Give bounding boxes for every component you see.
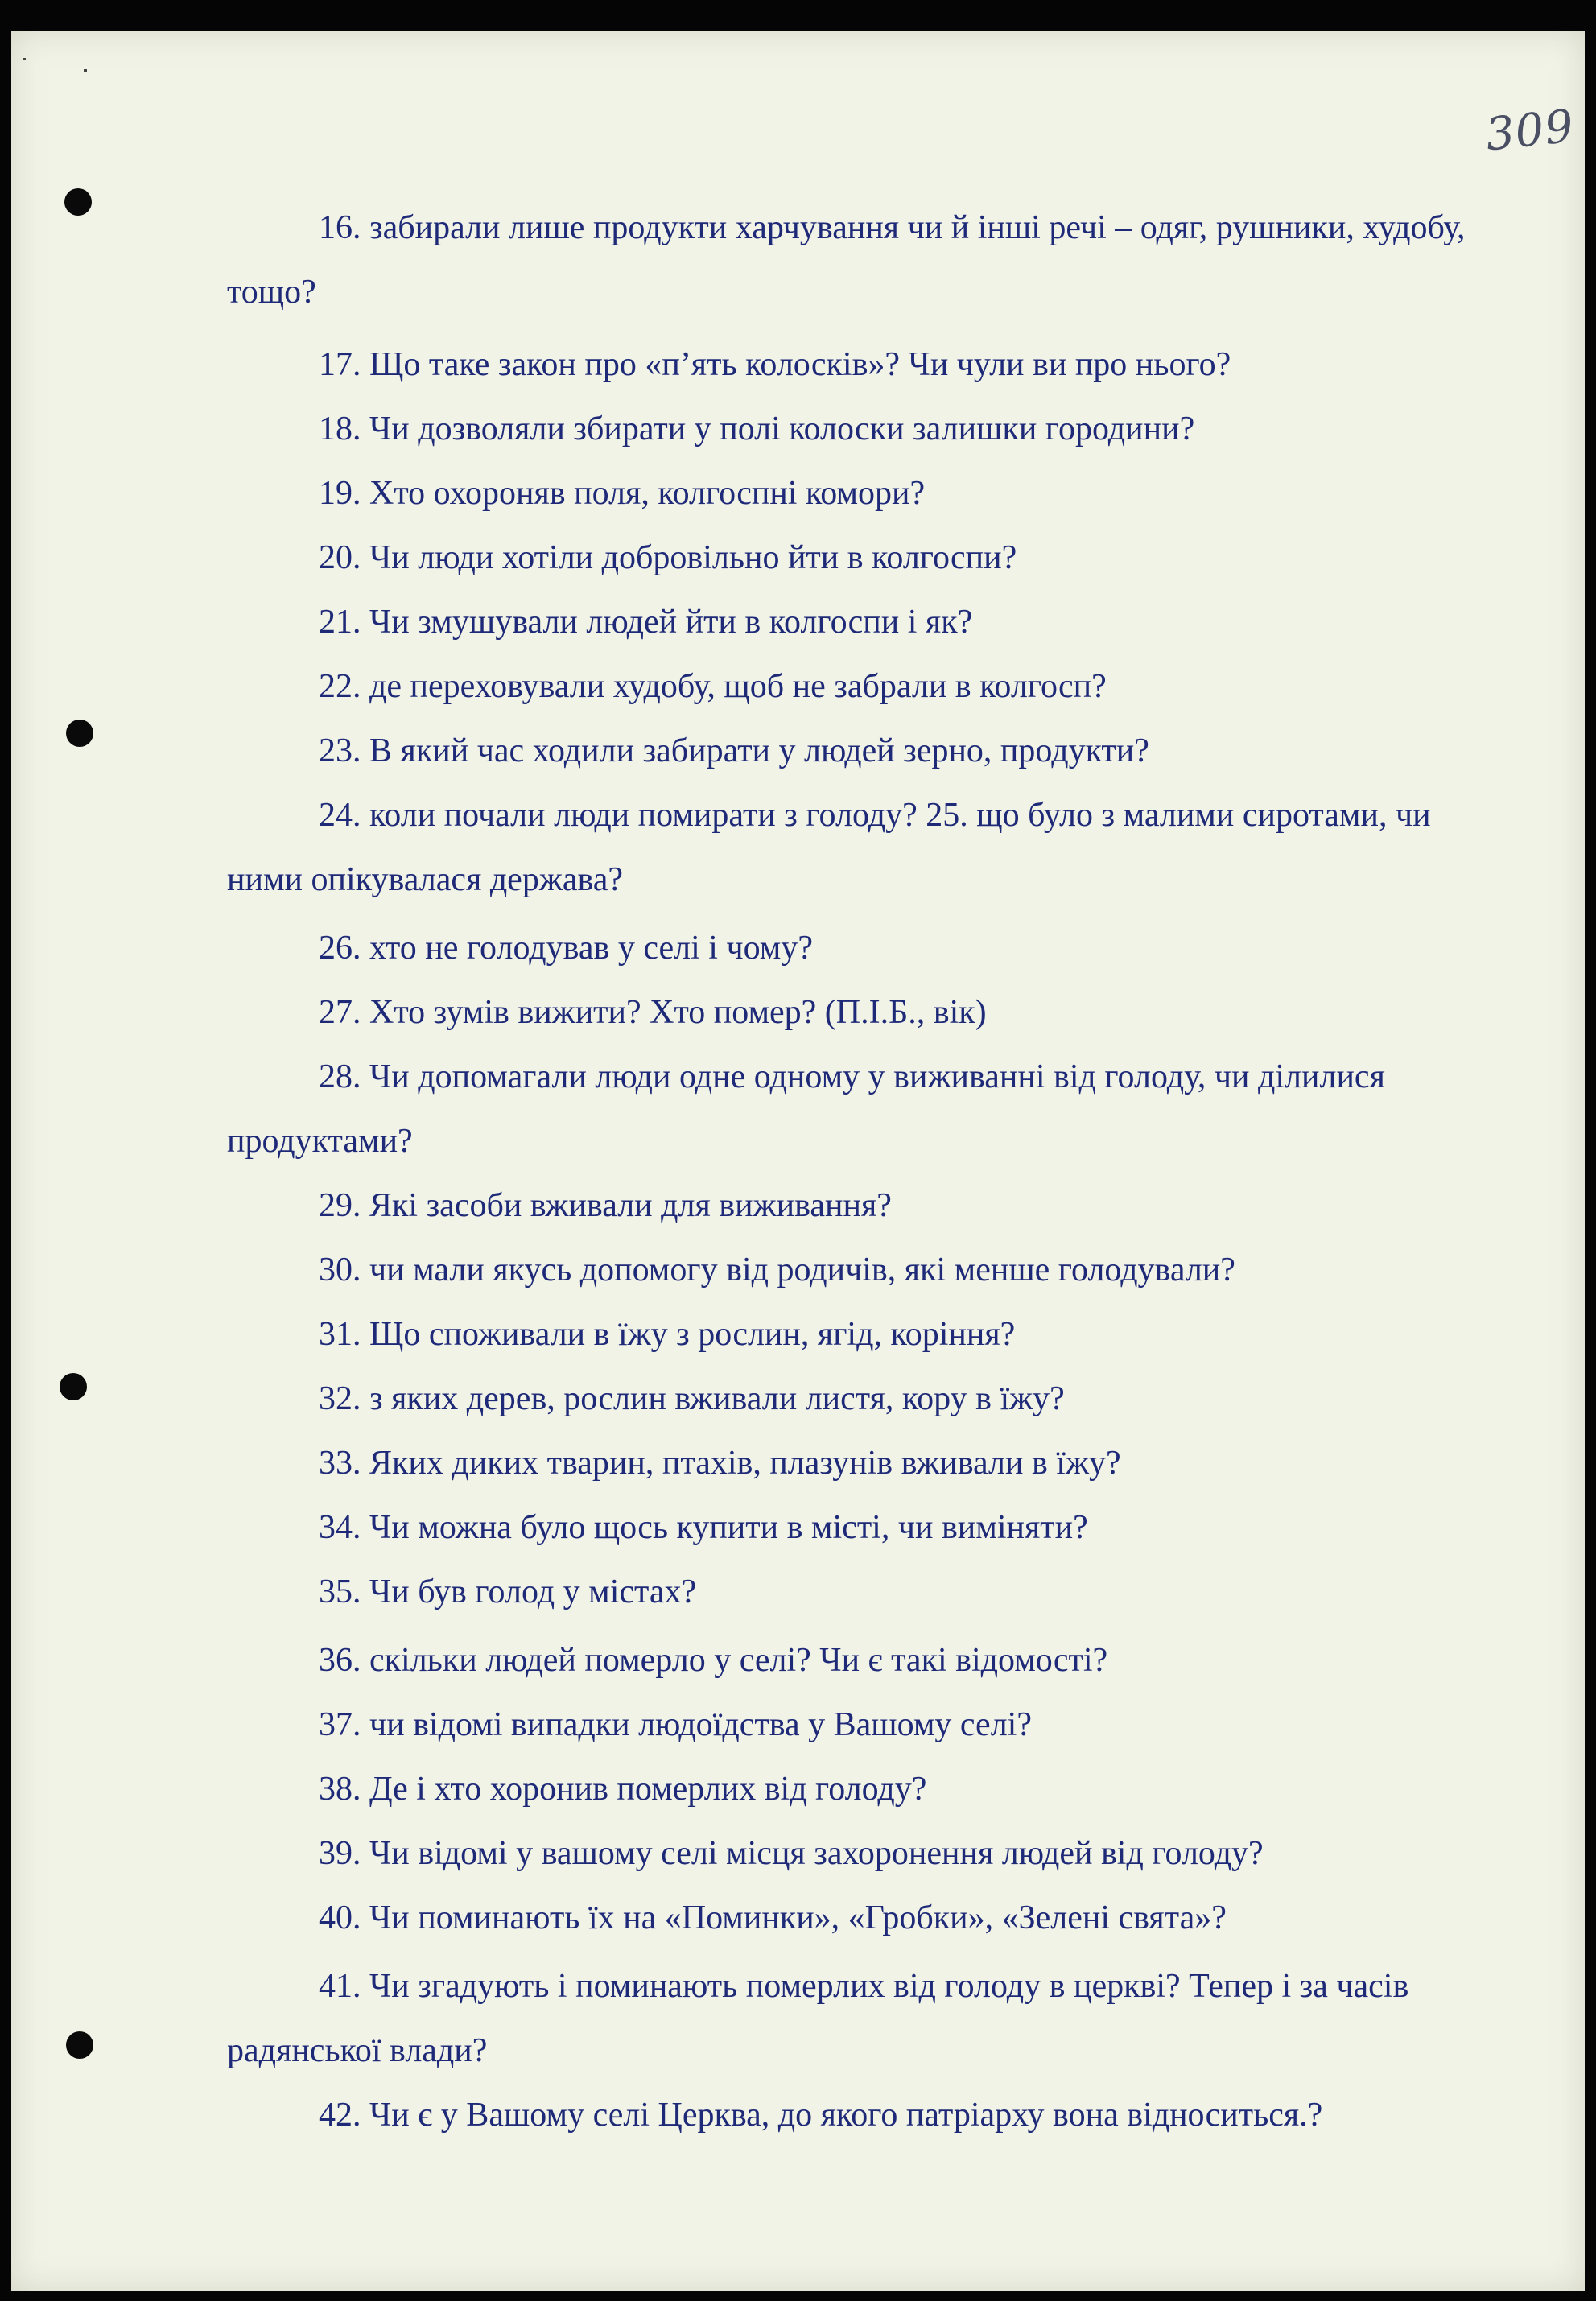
question-29: 29. Які засоби вживали для виживання? [319,1187,892,1224]
question-27: 27. Хто зумів вижити? Хто помер? (П.І.Б., вік) [319,994,987,1031]
question-28: 28. Чи допомагали люди одне одному у виживанні від голоду, чи ділилися продуктами? [227,1058,1385,1160]
question-32: 32. з яких дерев, рослин вживали листя, кору в їжу? [319,1380,1065,1417]
question-17: 17. Що таке закон про «п’ять колосків»? Чи чули ви про нього? [319,346,1231,383]
question-38: 38. Де і хто хоронив померлих від голоду? [319,1771,927,1808]
question-33: 33. Яких диких тварин, птахів, плазунів вживали в їжу? [319,1445,1121,1482]
speck [84,69,87,72]
question-20: 20. Чи люди хотіли добровільно йти в колгоспи? [319,539,1017,576]
speck [23,58,26,60]
question-24-25: 24. коли почали люди помирати з голоду? 25. що було з малими сиротами, чи ними опікувалася держава? [227,797,1431,898]
question-37: 37. чи відомі випадки людоїдства у Вашому селі? [319,1706,1032,1743]
page-number: 309 [1483,100,1577,162]
question-19: 19. Хто охороняв поля, колгоспні комори? [319,475,926,512]
question-22: 22. де переховували худобу, щоб не забрали в колгосп? [319,668,1107,705]
question-31: 31. Що споживали в їжу з рослин, ягід, коріння? [319,1316,1016,1353]
question-35: 35. Чи був голод у містах? [319,1573,697,1610]
document-page [11,31,1585,2291]
question-42: 42. Чи є у Вашому селі Церква, до якого патріарху вона відноситься.? [319,2097,1323,2134]
question-16: 16. забирали лише продукти харчування чи й інші речі – одяг, рушники, худобу, тощо? [227,209,1466,311]
question-21: 21. Чи змушували людей йти в колгоспи і як? [319,604,973,641]
question-30: 30. чи мали якусь допомогу від родичів, які менше голодували? [319,1252,1235,1289]
question-26: 26. хто не голодував у селі і чому? [319,930,814,967]
question-34: 34. Чи можна було щось купити в місті, чи виміняти? [319,1509,1088,1546]
question-18: 18. Чи дозволяли збирати у полі колоски залишки городини? [319,410,1195,447]
question-39: 39. Чи відомі у вашому селі місця захоронення людей від голоду? [319,1835,1264,1872]
question-36: 36. скільки людей померло у селі? Чи є такі відомості? [319,1642,1108,1679]
question-41: 41. Чи згадують і поминають померлих від голоду в церкві? Тепер і за часів радянської влади? [227,1968,1409,2069]
question-23: 23. В який час ходили забирати у людей зерно, продукти? [319,732,1149,769]
question-40: 40. Чи поминають їх на «Поминки», «Гробки», «Зелені свята»? [319,1899,1227,1936]
